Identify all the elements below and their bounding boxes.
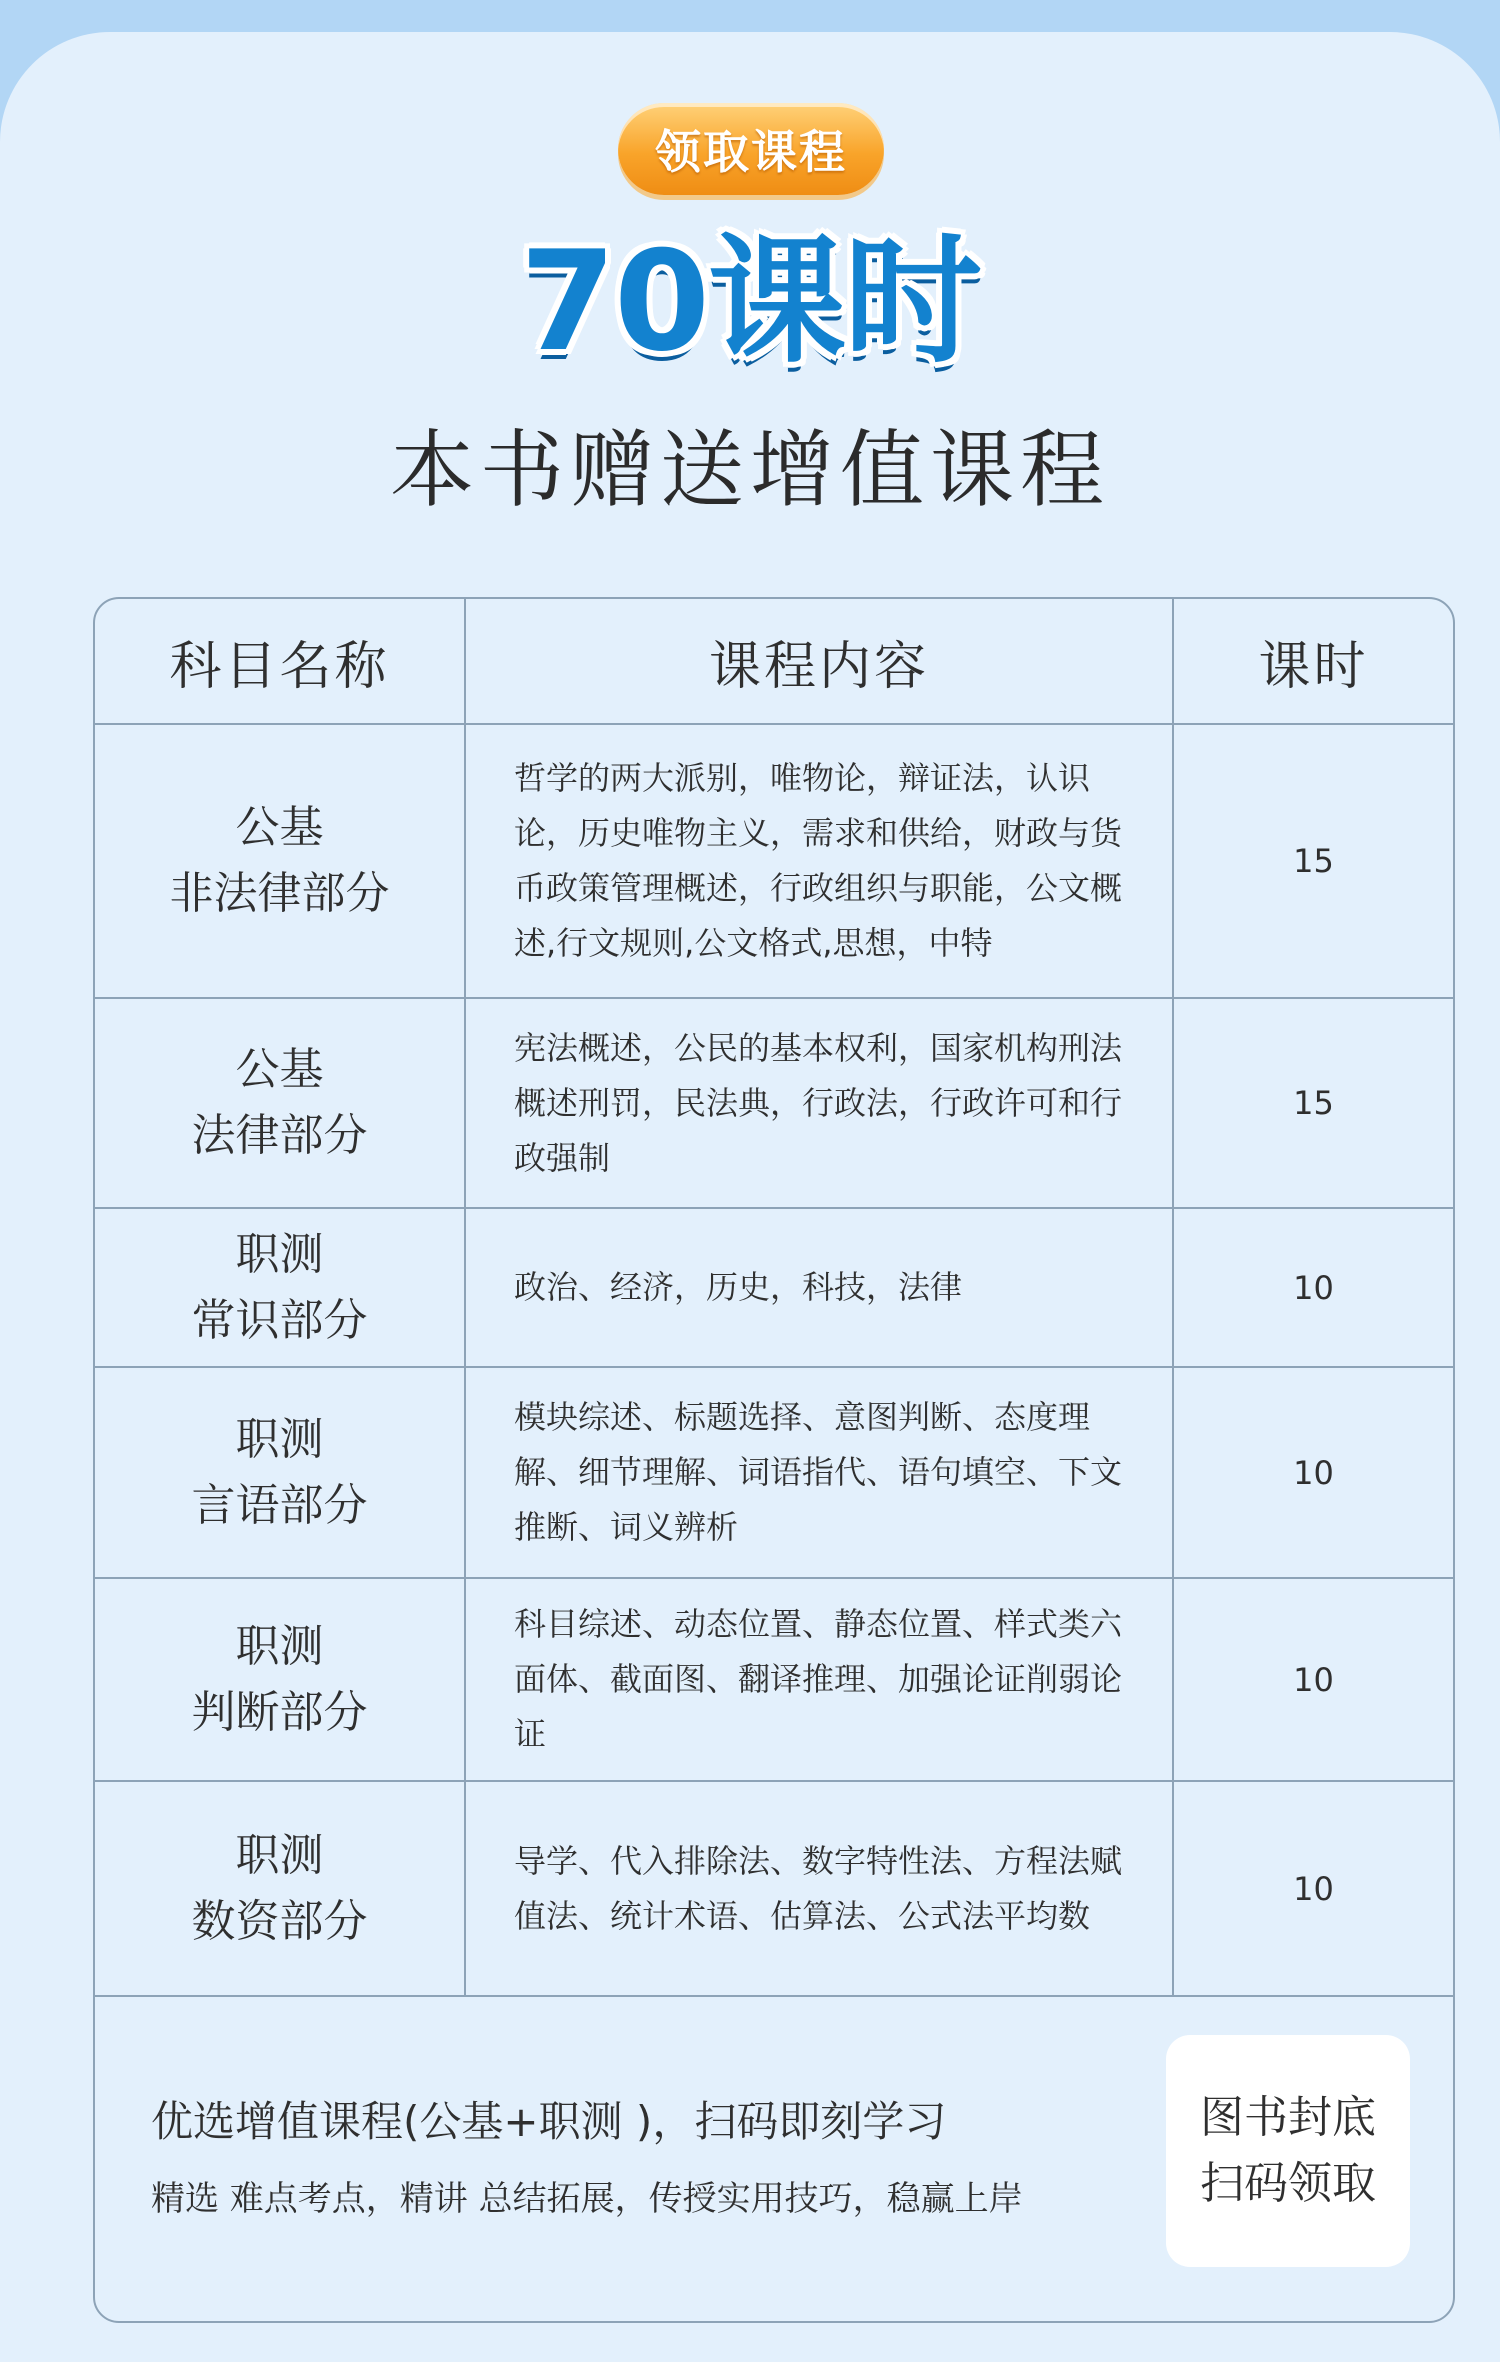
content-cell: 哲学的两大派别，唯物论，辩证法，认识论，历史唯物主义，需求和供给，财政与货币政策管理概述，行政组织与职能，公文概述,行文规则,公文格式,思想，中特	[465, 724, 1173, 998]
table-row	[95, 1781, 1453, 1996]
hours-cell: 15	[1173, 998, 1453, 1208]
header-hours: 课时	[1173, 599, 1453, 724]
subject-part: 常识部分	[191, 1294, 368, 1346]
subject-cell	[95, 1578, 465, 1781]
content-cell: 导学、代入排除法、数字特性法、方程法赋值法、统计术语、估算法、公式法平均数	[465, 1781, 1173, 1996]
hours-cell: 15	[1173, 724, 1453, 998]
subject-category: 职测	[235, 1620, 324, 1672]
subject-cell	[95, 998, 465, 1208]
subject-category: 职测	[235, 1829, 324, 1881]
subject-category: 职测	[235, 1228, 324, 1280]
subject-category: 公基	[235, 1044, 324, 1095]
course-table	[95, 599, 1453, 1997]
subject-part: 数资部分	[191, 1895, 368, 1947]
table-header-row	[95, 599, 1453, 724]
get-course-badge[interactable]: 领取课程	[618, 103, 884, 195]
subject-part: 言语部分	[191, 1479, 368, 1531]
course-table-box	[93, 597, 1455, 2323]
subject-cell	[95, 724, 465, 998]
subject-part: 非法律部分	[169, 868, 390, 919]
subject-cell	[95, 1367, 465, 1578]
table-row	[95, 724, 1453, 998]
subject-category: 公基	[235, 802, 324, 853]
promo-description: 精选 难点考点，精讲 总结拓展，传授实用技巧，稳赢上岸	[151, 2179, 1023, 2219]
subject-part: 法律部分	[191, 1110, 368, 1161]
promo-footer	[95, 1993, 1453, 2323]
hours-cell: 10	[1173, 1578, 1453, 1781]
scan-code-line2: 扫码领取	[1200, 2158, 1376, 2209]
content-cell: 科目综述、动态位置、静态位置、样式类六面体、截面图、翻译推理、加强论证削弱论证	[465, 1578, 1173, 1781]
subject-cell	[95, 1781, 465, 1996]
hours-cell: 10	[1173, 1367, 1453, 1578]
scan-code-box[interactable]	[1166, 2035, 1410, 2267]
scan-code-text	[1200, 2085, 1376, 2217]
table-row	[95, 998, 1453, 1208]
hours-cell: 10	[1173, 1781, 1453, 1996]
hours-cell: 10	[1173, 1208, 1453, 1367]
table-row	[95, 1367, 1453, 1578]
table-row	[95, 1208, 1453, 1367]
subject-category: 职测	[235, 1413, 324, 1465]
content-cell: 宪法概述，公民的基本权利，国家机构刑法概述刑罚，民法典，行政法，行政许可和行政强制	[465, 998, 1173, 1208]
header-content: 课程内容	[465, 599, 1173, 724]
page-subtitle: 本书赠送增值课程	[389, 421, 1110, 519]
scan-code-line1: 图书封底	[1200, 2092, 1376, 2143]
content-cell: 模块综述、标题选择、意图判断、态度理解、细节理解、词语指代、语句填空、下文推断、词义辨析	[465, 1367, 1173, 1578]
content-cell: 政治、经济，历史，科技，法律	[465, 1208, 1173, 1367]
promo-headline: 优选增值课程(公基+职测 )，扫码即刻学习	[151, 2097, 947, 2146]
subject-cell	[95, 1208, 465, 1367]
hours-headline: 70课时	[519, 221, 981, 382]
table-row	[95, 1578, 1453, 1781]
header-subject: 科目名称	[95, 599, 465, 724]
subject-part: 判断部分	[191, 1686, 368, 1738]
